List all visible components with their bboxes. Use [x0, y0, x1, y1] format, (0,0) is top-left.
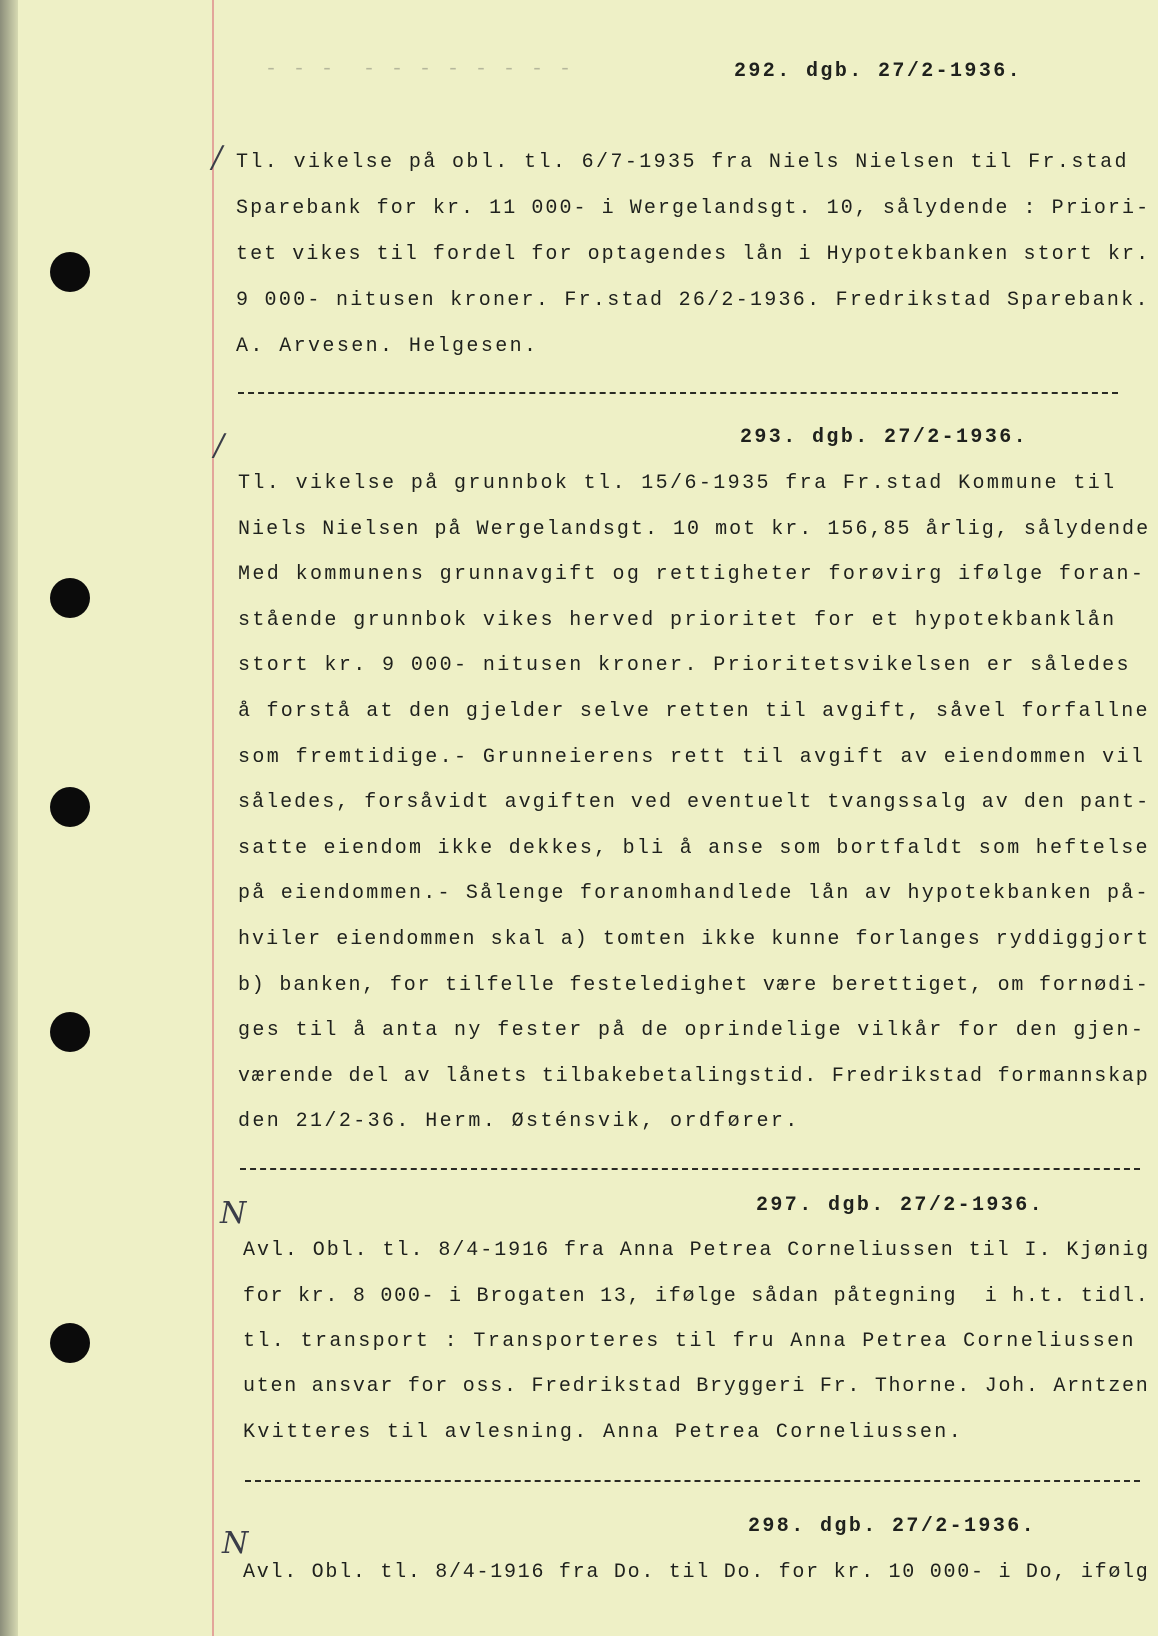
entry-line: A. Arvesen. Helgesen.: [236, 335, 539, 358]
entry-line: ges til å anta ny fester på de oprindelige vilkår for den gjen-: [238, 1019, 1146, 1042]
entry-line: Sparebank for kr. 11 000- i Wergelandsgt. 10, sålydende : Priori-: [236, 197, 1151, 220]
entry-line: den 21/2-36. Herm. Østénsvik, ordfører.: [238, 1110, 800, 1133]
entry-line: Avl. Obl. tl. 8/4-1916 fra Do. til Do. for kr. 10 000- i Do, ifølg: [243, 1561, 1150, 1584]
entry-line: Tl. vikelse på grunnbok tl. 15/6-1935 fra Fr.stad Kommune til: [238, 472, 1117, 495]
entry-line: værende del av lånets tilbakebetalingstid. Fredrikstad formannskap: [238, 1065, 1150, 1088]
entry-line: uten ansvar for oss. Fredrikstad Bryggeri Fr. Thorne. Joh. Arntzen: [243, 1375, 1150, 1398]
entry-separator: [240, 1168, 1140, 1170]
entry-line: satte eiendom ikke dekkes, bli å anse som bortfaldt som heftelse: [238, 837, 1150, 860]
entry-separator: [238, 392, 1118, 394]
entry-line: Tl. vikelse på obl. tl. 6/7-1935 fra Niels Nielsen til Fr.stad: [236, 151, 1129, 174]
entry-line: å forstå at den gjelder selve retten til avgift, såvel forfallne: [238, 700, 1150, 723]
entry-line: b) banken, for tilfelle festeledighet være berettiget, om fornødi-: [238, 974, 1150, 997]
margin-check-mark: N: [220, 1196, 247, 1231]
entry-separator: [245, 1480, 1140, 1482]
punch-hole-icon: [50, 578, 90, 618]
entry-header: 297. dgb. 27/2-1936.: [756, 1194, 1045, 1217]
entry-line: Med kommunens grunnavgift og rettigheter forøvirg ifølge foran-: [238, 563, 1146, 586]
punch-hole-icon: [50, 787, 90, 827]
entry-line: på eiendommen.- Sålenge foranomhandlede lån av hypotekbanken på-: [238, 882, 1150, 905]
entry-line: tet vikes til fordel for optagendes lån i Hypotekbanken stort kr.: [236, 243, 1151, 266]
punch-hole-icon: [50, 1323, 90, 1363]
entry-line: som fremtidige.- Grunneierens rett til avgift av eiendommen vil: [238, 746, 1146, 769]
margin-check-mark: N: [222, 1526, 249, 1561]
entry-header: 292. dgb. 27/2-1936.: [734, 60, 1023, 83]
entry-header: 298. dgb. 27/2-1936.: [748, 1515, 1037, 1538]
margin-check-mark: /: [214, 428, 225, 463]
page-edge: [0, 0, 18, 1636]
entry-line: hviler eiendommen skal a) tomten ikke kunne forlanges ryddiggjort: [238, 928, 1151, 951]
entry-line: Avl. Obl. tl. 8/4-1916 fra Anna Petrea Corneliussen til I. Kjønig: [243, 1239, 1151, 1262]
entry-line: stort kr. 9 000- nitusen kroner. Prioritetsvikelsen er således: [238, 654, 1131, 677]
entry-line: stående grunnbok vikes herved prioritet for et hypotekbanklån: [238, 609, 1117, 632]
punch-hole-icon: [50, 1012, 90, 1052]
entry-line: Kvitteres til avlesning. Anna Petrea Corneliussen.: [243, 1421, 964, 1444]
entry-line: tl. transport : Transporteres til fru Anna Petrea Corneliussen: [243, 1330, 1136, 1353]
entry-line: således, forsåvidt avgiften ved eventuelt tvangssalg av den pant-: [238, 791, 1151, 814]
entry-line: Niels Nielsen på Wergelandsgt. 10 mot kr. 156,85 årlig, sålydende: [238, 518, 1151, 541]
bleed-through-text: - - - - - - - - - - -: [265, 58, 574, 81]
entry-header: 293. dgb. 27/2-1936.: [740, 426, 1029, 449]
punch-hole-icon: [50, 252, 90, 292]
margin-check-mark: /: [212, 140, 223, 175]
entry-line: 9 000- nitusen kroner. Fr.stad 26/2-1936. Fredrikstad Sparebank.: [236, 289, 1150, 312]
margin-rule: [212, 0, 214, 1636]
entry-line: for kr. 8 000- i Brogaten 13, ifølge sådan påtegning i h.t. tidl.: [243, 1285, 1150, 1308]
